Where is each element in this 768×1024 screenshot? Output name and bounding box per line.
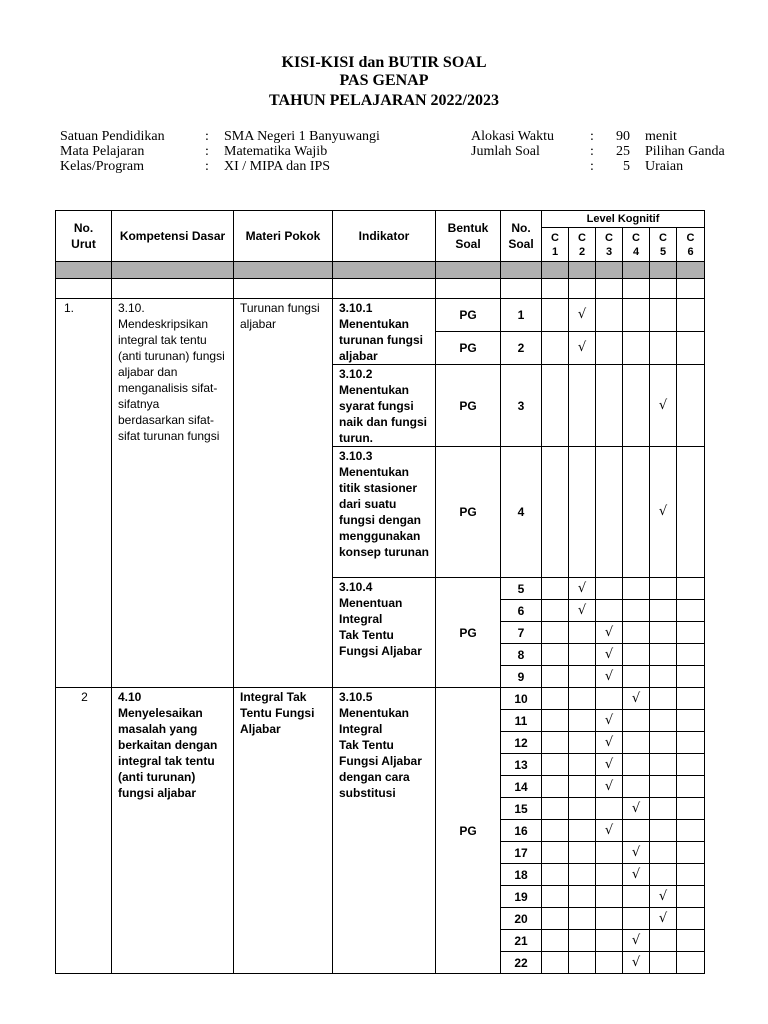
cell-no-soal: 14 [501,776,542,798]
level-c5-cell [650,776,677,798]
cell-no-soal: 9 [501,666,542,688]
table-row [56,688,705,710]
level-c5-cell [650,688,677,710]
cell-indikator [333,447,436,578]
level-c1-cell [542,666,569,688]
level-c3-cell [596,447,623,578]
cell-bentuk-soal: PG [436,299,501,332]
level-c2-cell [569,688,596,710]
cell-bentuk-soal: PG [436,365,501,447]
level-c2-cell [569,820,596,842]
info-unit: Uraian [645,159,684,174]
check-mark-icon: √ [623,930,650,952]
level-c3-cell [596,578,623,600]
info-unit: menit [645,129,677,144]
check-mark-icon: √ [650,365,677,447]
level-c1-cell [542,864,569,886]
level-c2-cell [569,864,596,886]
level-c2-cell [569,952,596,974]
cell-no-soal: 16 [501,820,542,842]
level-c4-cell [623,644,650,666]
level-c4-cell [623,666,650,688]
header-level-c3: C 3 [596,228,623,262]
cell-no-soal: 7 [501,622,542,644]
header-indikator: Indikator [333,211,436,262]
cell-no-soal: 2 [501,332,542,365]
check-mark-icon: √ [569,578,596,600]
check-mark-icon: √ [569,332,596,365]
level-c5-cell [650,754,677,776]
level-c6-cell [677,688,705,710]
level-c3-cell [596,864,623,886]
level-c3-cell [596,600,623,622]
level-c4-cell [623,732,650,754]
level-c1-cell [542,930,569,952]
level-c1-cell [542,886,569,908]
info-label: Alokasi Waktu [471,129,554,144]
cell-kompetensi-dasar [112,688,234,974]
level-c5-cell [650,732,677,754]
level-c1-cell [542,798,569,820]
check-mark-icon: √ [650,908,677,930]
level-c5-cell [650,666,677,688]
level-c5-cell [650,842,677,864]
cell-indikator [333,688,436,974]
cell-no-soal: 12 [501,732,542,754]
cell-bentuk-soal: PG [436,578,501,688]
level-c6-cell [677,776,705,798]
level-c4-cell [623,299,650,332]
materi-pokok-text: Turunan fungsi aljabar [240,301,320,331]
level-c6-cell [677,864,705,886]
level-c1-cell [542,732,569,754]
header-level-c6: C 6 [677,228,705,262]
level-c5-cell [650,930,677,952]
level-c2-cell [569,842,596,864]
info-label: Kelas/Program [60,159,144,174]
level-c3-cell [596,299,623,332]
level-c2-cell [569,666,596,688]
check-mark-icon: √ [596,666,623,688]
level-c4-cell [623,776,650,798]
cell-no-urut [56,299,112,688]
cell-bentuk-soal: PG [436,447,501,578]
cell-no-soal: 17 [501,842,542,864]
check-mark-icon: √ [569,600,596,622]
header-level-c1: C 1 [542,228,569,262]
cell-indikator [333,365,436,447]
level-c1-cell [542,754,569,776]
info-label: Satuan Pendidikan [60,129,165,144]
doc-title-line1: KISI-KISI dan BUTIR SOAL [281,54,487,71]
level-c1-cell [542,600,569,622]
check-mark-icon: √ [623,864,650,886]
level-c1-cell [542,952,569,974]
info-sep: : [205,129,209,144]
level-c6-cell [677,578,705,600]
info-label: Jumlah Soal [471,144,540,159]
check-mark-icon: √ [596,776,623,798]
level-c6-cell [677,886,705,908]
level-c6-cell [677,754,705,776]
indikator-text: 3.10.4 Menentuan Integral Tak Tentu Fungsi Aljabar [339,580,422,658]
level-c1-cell [542,365,569,447]
info-value: SMA Negeri 1 Banyuwangi [224,129,380,144]
level-c2-cell [569,622,596,644]
cell-bentuk-soal: PG [436,688,501,974]
cell-no-soal: 5 [501,578,542,600]
kompetensi-dasar-text: 4.10 Menyelesaikan masalah yang berkaitan dengan integral tak tentu (anti turunan) fungsi aljabar [118,690,218,800]
indikator-text: 3.10.2 Menentukan syarat fungsi naik dan fungsi turun. [339,367,428,445]
level-c4-cell [623,908,650,930]
level-c1-cell [542,332,569,365]
cell-no-soal: 3 [501,365,542,447]
level-c2-cell [569,908,596,930]
level-c6-cell [677,447,705,578]
level-c4-cell [623,622,650,644]
level-c2-cell [569,644,596,666]
cell-no-soal: 21 [501,930,542,952]
level-c2-cell [569,365,596,447]
level-c3-cell [596,365,623,447]
header-level-c4: C 4 [623,228,650,262]
cell-no-soal: 19 [501,886,542,908]
level-c6-cell [677,908,705,930]
check-mark-icon: √ [623,952,650,974]
level-c2-cell [569,798,596,820]
level-c6-cell [677,365,705,447]
level-c3-cell [596,332,623,365]
level-c5-cell [650,952,677,974]
level-c6-cell [677,332,705,365]
level-c6-cell [677,299,705,332]
shaded-separator-row [56,262,705,279]
check-mark-icon: √ [596,820,623,842]
level-c5-cell [650,332,677,365]
level-c5-cell [650,578,677,600]
check-mark-icon: √ [650,886,677,908]
level-c3-cell [596,842,623,864]
check-mark-icon: √ [596,732,623,754]
cell-materi-pokok [234,299,333,688]
level-c6-cell [677,666,705,688]
header-no-urut: No. Urut [56,211,112,262]
info-sep: : [590,129,594,144]
cell-no-soal: 10 [501,688,542,710]
level-c6-cell [677,622,705,644]
header-no-soal: No. Soal [501,211,542,262]
check-mark-icon: √ [569,299,596,332]
level-c1-cell [542,578,569,600]
info-sep: : [205,159,209,174]
level-c1-cell [542,820,569,842]
cell-no-soal: 20 [501,908,542,930]
level-c6-cell [677,798,705,820]
level-c5-cell [650,798,677,820]
check-mark-icon: √ [596,710,623,732]
level-c4-cell [623,754,650,776]
info-number: 25 [616,144,630,159]
cell-materi-pokok [234,688,333,974]
level-c6-cell [677,710,705,732]
level-c5-cell [650,864,677,886]
info-sep: : [205,144,209,159]
cell-bentuk-soal: PG [436,332,501,365]
level-c6-cell [677,600,705,622]
level-c5-cell [650,299,677,332]
level-c2-cell [569,732,596,754]
level-c2-cell [569,930,596,952]
level-c3-cell [596,688,623,710]
level-c5-cell [650,644,677,666]
level-c5-cell [650,600,677,622]
level-c4-cell [623,447,650,578]
doc-title-line2: PAS GENAP [339,72,429,89]
header-level-c5: C 5 [650,228,677,262]
check-mark-icon: √ [650,447,677,578]
level-c6-cell [677,820,705,842]
info-sep: : [590,159,594,174]
level-c3-cell [596,798,623,820]
cell-no-soal: 13 [501,754,542,776]
table-row [56,299,705,332]
indikator-text: 3.10.3 Menentukan titik stasioner dari suatu fungsi dengan menggunakan konsep turunan [339,449,430,559]
cell-no-soal: 8 [501,644,542,666]
info-value: Matematika Wajib [224,144,328,159]
doc-title-line3: TAHUN PELAJARAN 2022/2023 [269,92,499,109]
check-mark-icon: √ [623,688,650,710]
check-mark-icon: √ [623,842,650,864]
cell-no-soal: 18 [501,864,542,886]
cell-no-soal: 1 [501,299,542,332]
header-level-kognitif: Level Kognitif [542,211,705,228]
blank-separator-row [56,279,705,299]
info-unit: Pilihan Ganda [645,144,725,159]
cell-kompetensi-dasar [112,299,234,688]
level-c1-cell [542,776,569,798]
check-mark-icon: √ [623,798,650,820]
indikator-text: 3.10.5 Menentukan Integral Tak Tentu Fungsi Aljabar dengan cara substitusi [339,690,422,800]
level-c5-cell [650,820,677,842]
info-value: XI / MIPA dan IPS [224,159,331,174]
check-mark-icon: √ [596,622,623,644]
info-label: Mata Pelajaran [60,144,145,159]
check-mark-icon: √ [596,644,623,666]
level-c3-cell [596,952,623,974]
level-c1-cell [542,447,569,578]
level-c5-cell [650,622,677,644]
kisi-kisi-table [55,210,705,974]
info-number: 5 [623,159,630,174]
no-urut-text: 1. [64,301,75,315]
level-c1-cell [542,842,569,864]
level-c1-cell [542,688,569,710]
level-c1-cell [542,644,569,666]
level-c3-cell [596,886,623,908]
level-c2-cell [569,710,596,732]
level-c6-cell [677,930,705,952]
level-c6-cell [677,842,705,864]
level-c2-cell [569,447,596,578]
cell-no-soal: 4 [501,447,542,578]
level-c4-cell [623,820,650,842]
info-sep: : [590,144,594,159]
level-c4-cell [623,886,650,908]
cell-no-urut [56,688,112,974]
cell-indikator [333,299,436,365]
level-c5-cell [650,710,677,732]
level-c2-cell [569,776,596,798]
header-level-c2: C 2 [569,228,596,262]
header-kompetensi-dasar: Kompetensi Dasar [112,211,234,262]
level-c2-cell [569,754,596,776]
level-c1-cell [542,299,569,332]
level-c4-cell [623,710,650,732]
header-materi-pokok: Materi Pokok [234,211,333,262]
indikator-text: 3.10.1 Menentukan turunan fungsi aljabar [339,301,423,363]
header-bentuk-soal: Bentuk Soal [436,211,501,262]
level-c4-cell [623,600,650,622]
level-c3-cell [596,930,623,952]
cell-no-soal: 15 [501,798,542,820]
level-c6-cell [677,952,705,974]
level-c1-cell [542,908,569,930]
info-number: 90 [616,129,630,144]
kompetensi-dasar-text: 3.10. Mendeskripsikan integral tak tentu (anti turunan) fungsi aljabar dan menganalisis sifat-sifatnya berdasarkan sifat-sifat turunan fungsi [118,301,225,443]
check-mark-icon: √ [596,754,623,776]
level-c4-cell [623,365,650,447]
level-c4-cell [623,332,650,365]
cell-indikator [333,578,436,688]
level-c6-cell [677,644,705,666]
materi-pokok-text: Integral Tak Tentu Fungsi Aljabar [240,690,315,736]
level-c3-cell [596,908,623,930]
level-c6-cell [677,732,705,754]
no-urut-text: 2 [81,690,88,704]
level-c2-cell [569,886,596,908]
level-c1-cell [542,622,569,644]
level-c1-cell [542,710,569,732]
cell-no-soal: 11 [501,710,542,732]
level-c4-cell [623,578,650,600]
cell-no-soal: 22 [501,952,542,974]
cell-no-soal: 6 [501,600,542,622]
